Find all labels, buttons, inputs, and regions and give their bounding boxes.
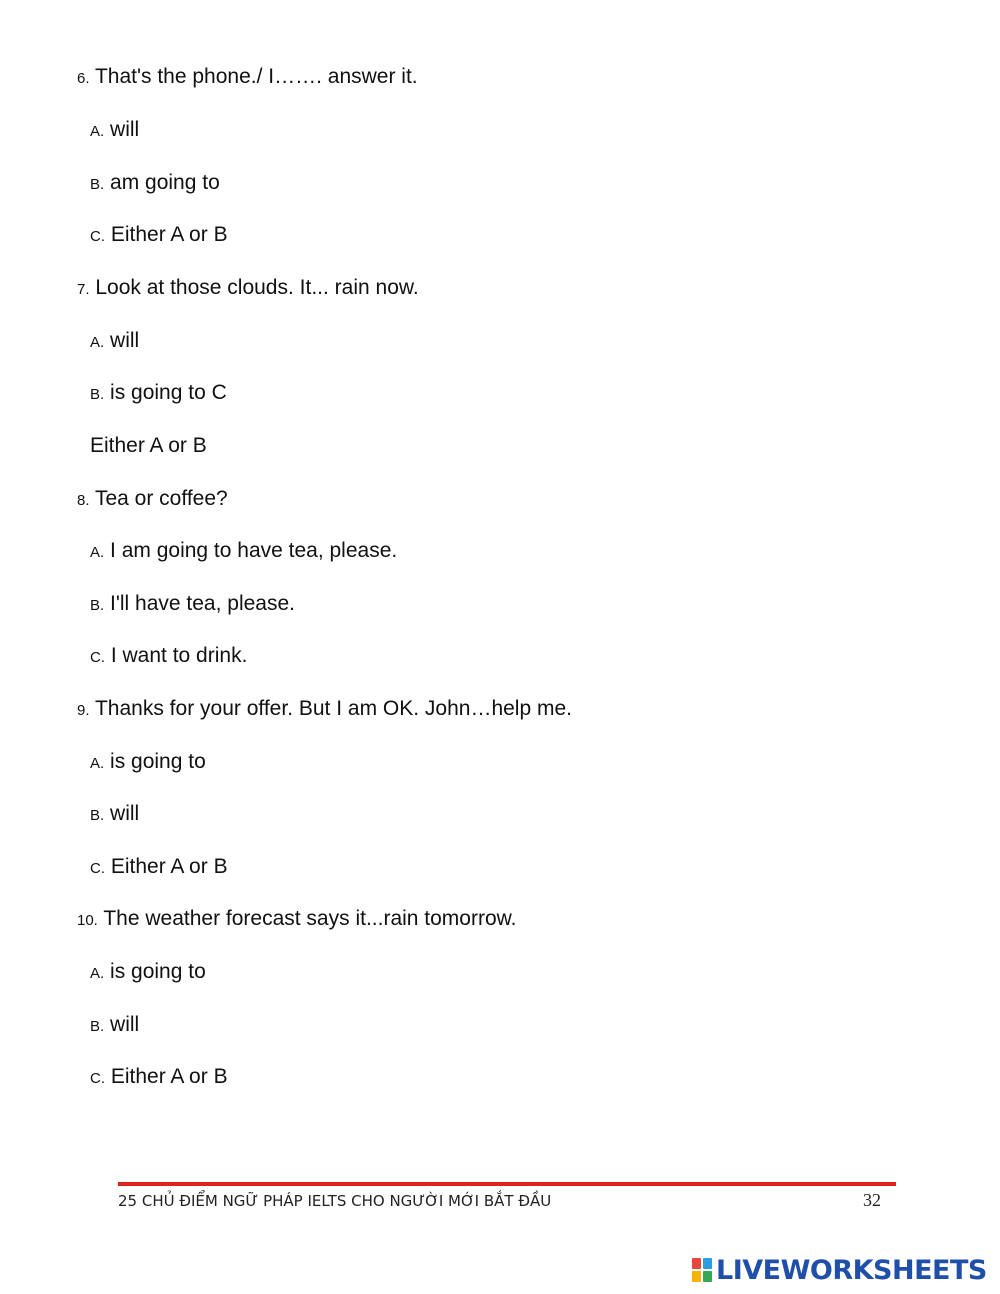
- question-text: Look at those clouds. It... rain now.: [95, 276, 419, 299]
- option-6b[interactable]: [90, 170, 220, 198]
- logo-block-v: [692, 1271, 701, 1282]
- option-letter: B.: [90, 386, 105, 403]
- liveworksheets-logo[interactable]: [692, 1254, 987, 1286]
- option-letter: C.: [90, 649, 105, 666]
- option-text: am going to: [110, 171, 220, 194]
- option-text: is going to: [110, 750, 206, 773]
- option-10b[interactable]: [90, 1012, 139, 1040]
- question-9: [77, 696, 572, 724]
- question-number: 7.: [77, 281, 90, 298]
- footer-title: 25 CHỦ ĐIỂM NGỮ PHÁP IELTS CHO NGƯỜI MỚI BẮT ĐẦU: [118, 1192, 552, 1210]
- question-number: 10.: [77, 912, 98, 929]
- question-6: [77, 64, 418, 92]
- option-letter: A.: [90, 965, 105, 982]
- option-text: will: [110, 118, 140, 141]
- question-number: 6.: [77, 70, 90, 87]
- option-letter: A.: [90, 755, 105, 772]
- page-number: 32: [863, 1190, 881, 1210]
- option-text: is going to: [110, 960, 206, 983]
- logo-block-i: [703, 1258, 712, 1269]
- option-7b[interactable]: [90, 380, 227, 408]
- option-text: I'll have tea, please.: [110, 592, 295, 615]
- option-letter: B.: [90, 597, 105, 614]
- option-8b[interactable]: [90, 591, 295, 619]
- option-10a[interactable]: [90, 959, 206, 987]
- option-text: will: [110, 1013, 140, 1036]
- option-7a[interactable]: [90, 328, 139, 356]
- logo-block-e: [703, 1271, 712, 1282]
- option-8a[interactable]: [90, 538, 397, 566]
- question-text: Thanks for your offer. But I am OK. John…help me.: [94, 697, 572, 720]
- option-text: is going to C: [110, 381, 227, 404]
- option-letter: C.: [90, 860, 105, 877]
- logo-block-l: [692, 1258, 701, 1269]
- footer-rule: [118, 1182, 896, 1186]
- option-10c[interactable]: [90, 1064, 228, 1092]
- option-9b[interactable]: [90, 801, 139, 829]
- question-text: The weather forecast says it...rain tomorrow.: [103, 907, 517, 930]
- option-9a[interactable]: [90, 749, 206, 777]
- option-letter: A.: [90, 544, 105, 561]
- option-letter: C.: [90, 1070, 105, 1087]
- option-text: will: [110, 329, 140, 352]
- question-number: 9.: [77, 702, 90, 719]
- option-text: I want to drink.: [110, 644, 248, 667]
- option-letter: B.: [90, 176, 105, 193]
- question-text: That's the phone./ I……. answer it.: [94, 65, 418, 88]
- option-6c[interactable]: [90, 222, 228, 250]
- question-7: [77, 275, 419, 303]
- option-letter: B.: [90, 807, 105, 824]
- brand-name: LIVEWORKSHEETS: [716, 1254, 987, 1286]
- option-letter: A.: [90, 334, 105, 351]
- option-8c[interactable]: [90, 643, 247, 671]
- option-text: Either A or B: [110, 223, 228, 246]
- option-6a[interactable]: [90, 117, 139, 145]
- option-text: will: [110, 802, 140, 825]
- question-text: Tea or coffee?: [94, 487, 228, 510]
- option-letter: B.: [90, 1018, 105, 1035]
- option-letter: A.: [90, 123, 105, 140]
- option-text: Either A or B: [110, 1065, 228, 1088]
- option-text: Either A or B: [110, 855, 228, 878]
- option-text: Either A or B: [90, 434, 207, 457]
- option-letter: C.: [90, 228, 105, 245]
- liveworksheets-logo-icon: [692, 1258, 712, 1282]
- option-text: I am going to have tea, please.: [110, 539, 398, 562]
- option-9c[interactable]: [90, 854, 228, 882]
- question-number: 8.: [77, 492, 90, 509]
- option-7c[interactable]: [90, 433, 207, 459]
- question-10: [77, 906, 517, 934]
- question-8: [77, 486, 228, 514]
